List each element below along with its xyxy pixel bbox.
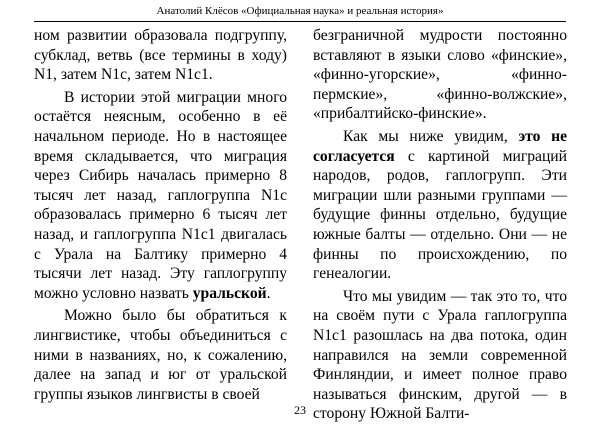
page-number: 23 (294, 403, 306, 417)
left-paragraph-2 (34, 88, 287, 304)
left-paragraph-2-end: . (266, 284, 271, 302)
left-paragraph-1: ном развитии образовала подгруппу, субклад, ветвь (все термины в ходу) N1, затем N1c, затем N1c1. (34, 27, 287, 84)
right-column (313, 26, 567, 424)
left-column (34, 26, 287, 404)
header-divider (34, 21, 566, 22)
left-paragraph-3: Можно было бы обратиться к лингвистике, чтобы объединиться с ними в названиях, но, к сожалению, далее на запад и юг от уральской группы языков лингвисты в своей (34, 307, 287, 403)
right-paragraph-2-rest: с картиной миграций народов, родов, гаплогрупп. Эти миграции шли разными группами — будущие финны отдельно, будущие южные балты — отдельно. Они — не финны по происхождению, по генеалогии. (313, 147, 567, 283)
left-paragraph-2-text: В истории этой миграции много остаётся неясным, особенно в её начальном периоде. Но в настоящее время складывается, что миграция через Сибирь началась примерно 8 тысяч лет назад, гаплогруппа N1c образовалась примерно 6 тысяч лет назад, и гаплогруппа N1c1 двигалась с Урала на Балтику примерно 4 тысячи лет назад. Эту гаплогруппу можно условно назвать (34, 88, 287, 302)
emphasis-uralskoy: уральской (192, 284, 267, 302)
emphasis-ne-soglasuetsya: это не согласуется (313, 127, 567, 165)
right-paragraph-2 (313, 127, 567, 284)
right-paragraph-1: безграничной мудрости постоянно вставляют в языки слово «финские», «финно-угорские», «финно-пермские», «финно-волжские», «прибалтийско-финские». (313, 27, 567, 123)
running-header: Анатолий Клёсов «Официальная наука» и реальная история» (156, 5, 444, 17)
right-paragraph-3: Что мы увидим — так это то, что на своём пути с Урала гаплогруппа N1c1 разошлась на два потока, один направился на земли современной Финляндии, и имеет полное право называться финским, другой — в сторону Южной Балти- (313, 287, 567, 423)
right-paragraph-2-start: Как мы ниже увидим, (343, 127, 519, 145)
